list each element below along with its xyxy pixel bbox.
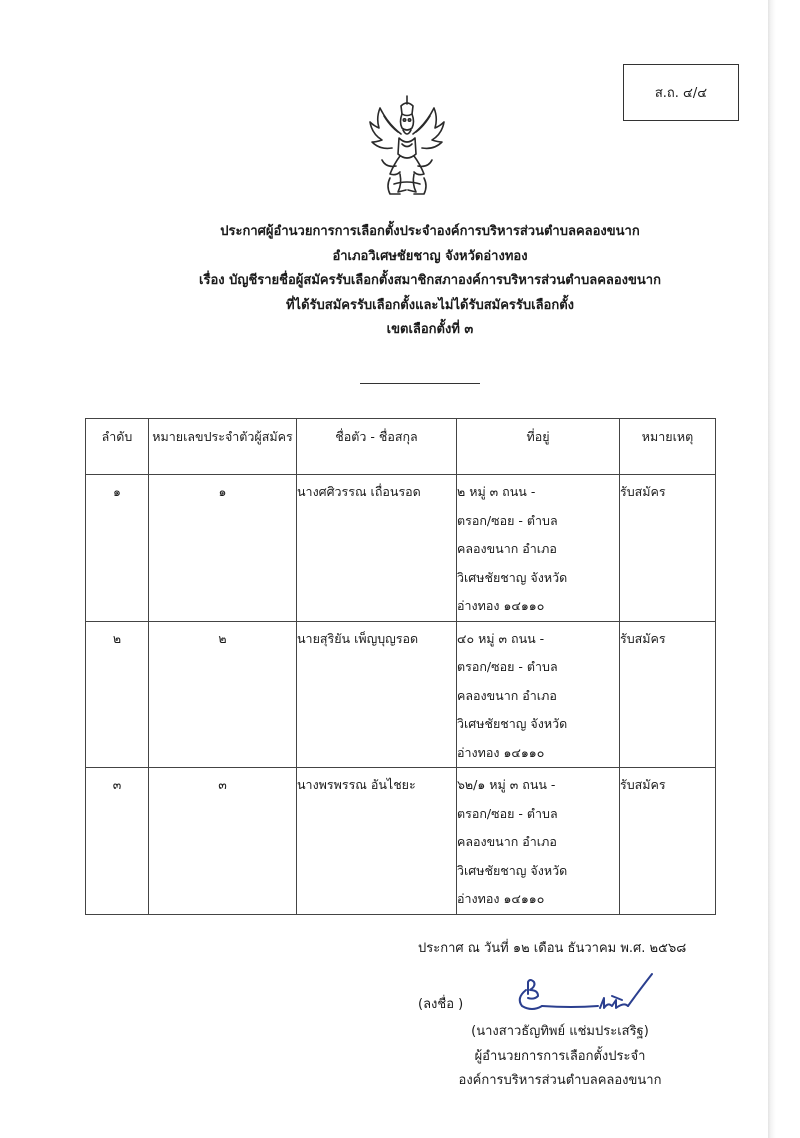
cell-order: ๓	[86, 768, 149, 915]
candidate-table	[85, 418, 716, 915]
page-edge-shadow	[768, 0, 800, 1138]
header-candidate-number: หมายเลขประจำตัวผู้สมัคร	[149, 419, 297, 475]
address-line: ตรอก/ซอย - ตำบล	[457, 805, 558, 821]
address-line: คลองขนาก อำเภอ	[457, 687, 557, 703]
heading-line-5: เขตเลือกตั้งที่ ๓	[386, 322, 474, 338]
header-remark: หมายเหตุ	[620, 419, 716, 475]
cell-candidate-number: ๒	[149, 621, 297, 768]
document-code-box	[623, 64, 739, 121]
header-address: ที่อยู่	[457, 419, 620, 475]
cell-remark: รับสมัคร	[620, 768, 716, 915]
handwritten-signature	[512, 968, 662, 1018]
heading-line-3: เรื่อง บัญชีรายชื่อผู้สมัครรับเลือกตั้งสมาชิกสภาองค์การบริหารส่วนตำบลคลองขนาก	[199, 273, 661, 289]
cell-order: ๑	[86, 475, 149, 622]
announcement-heading	[100, 220, 760, 343]
cell-remark: รับสมัคร	[620, 621, 716, 768]
signatory-block	[430, 1020, 690, 1094]
signature-label: (ลงชื่อ )	[418, 997, 464, 1012]
header-order: ลำดับ	[86, 419, 149, 475]
heading-line-4: ที่ได้รับสมัครรับเลือกตั้งและไม่ได้รับสมัครรับเลือกตั้ง	[285, 297, 575, 313]
cell-candidate-number: ๓	[149, 768, 297, 915]
address-line: คลองขนาก อำเภอ	[457, 541, 557, 556]
cell-full-name: นายสุริยัน เพ็ญบุญรอด	[297, 621, 457, 768]
address-line: วิเศษชัยชาญ จังหวัด	[457, 716, 568, 731]
address-line: อ่างทอง ๑๔๑๑๐	[457, 744, 545, 760]
address-line: ๔๐ หมู่ ๓ ถนน -	[457, 630, 545, 646]
cell-order: ๒	[86, 621, 149, 768]
address-line: วิเศษชัยชาญ จังหวัด	[457, 862, 568, 878]
signatory-position-line-2: องค์การบริหารส่วนตำบลคลองขนาก	[458, 1073, 662, 1088]
address-line: คลองขนาก อำเภอ	[457, 834, 557, 849]
cell-full-name: นางศศิวรรณ เถื่อนรอด	[297, 475, 457, 622]
cell-address	[457, 621, 620, 768]
address-line: อ่างทอง ๑๔๑๑๐	[457, 598, 545, 613]
address-line: ๖๒/๑ หมู่ ๓ ถนน -	[457, 777, 556, 792]
address-line: ตรอก/ซอย - ตำบล	[457, 512, 558, 528]
address-line: อ่างทอง ๑๔๑๑๐	[457, 891, 545, 906]
table-row	[86, 621, 716, 768]
cell-address	[457, 475, 620, 622]
signatory-name: (นางสาวธัญทิพย์ แช่มประเสริฐ)	[471, 1024, 649, 1039]
table-row	[86, 475, 716, 622]
address-line: ๒ หมู่ ๓ ถนน -	[457, 484, 536, 499]
document-code: ส.ถ. ๔/๔	[654, 86, 708, 101]
cell-address	[457, 768, 620, 915]
garuda-emblem-icon	[366, 94, 448, 198]
heading-line-1: ประกาศผู้อำนวยการการเลือกตั้งประจำองค์การบริหารส่วนตำบลคลองขนาก	[220, 224, 640, 239]
heading-line-2: อำเภอวิเศษชัยชาญ จังหวัดอ่างทอง	[332, 248, 528, 264]
cell-remark: รับสมัคร	[620, 475, 716, 622]
cell-candidate-number: ๑	[149, 475, 297, 622]
table-header-row	[86, 419, 716, 475]
address-line: วิเศษชัยชาญ จังหวัด	[457, 569, 568, 585]
signatory-position-line-1: ผู้อำนวยการการเลือกตั้งประจำ	[474, 1048, 646, 1064]
announcement-date: ประกาศ ณ วันที่ ๑๒ เดือน ธันวาคม พ.ศ. ๒๕๖๘	[418, 941, 687, 956]
table-row	[86, 768, 716, 915]
cell-full-name: นางพรพรรณ อันไชยะ	[297, 768, 457, 915]
header-full-name: ชื่อตัว - ชื่อสกุล	[297, 419, 457, 475]
heading-divider	[360, 383, 480, 384]
address-line: ตรอก/ซอย - ตำบล	[457, 659, 558, 674]
